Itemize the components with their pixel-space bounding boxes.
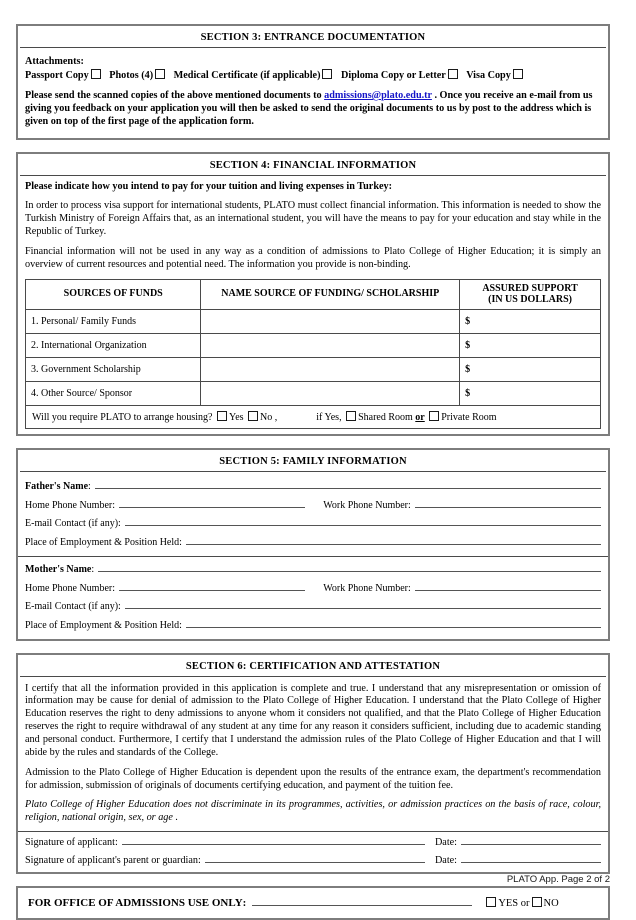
housing-no-label: No ,: [260, 411, 278, 423]
funding-amount-input-1[interactable]: $: [460, 309, 601, 333]
checkbox-photos[interactable]: [155, 69, 165, 79]
funding-amount-input-2[interactable]: $: [460, 333, 601, 357]
attachment-photos: [109, 70, 167, 81]
checkbox-medical-certificate[interactable]: [322, 69, 332, 79]
shared-room-label: Shared Room: [358, 411, 413, 423]
funding-amount-input-3[interactable]: $: [460, 357, 601, 381]
applicant-date-input[interactable]: [461, 837, 601, 845]
applicant-signature-input[interactable]: [122, 837, 425, 845]
mother-employment-row: [25, 619, 601, 631]
funding-sources-table: [25, 279, 601, 406]
column-header-sources-of-funds: SOURCES OF FUNDS: [26, 279, 201, 309]
funding-source-label-3: 3. Government Scholarship: [26, 357, 201, 381]
assured-support-line-2: (IN US DOLLARS): [488, 294, 573, 306]
office-no-label: NO: [543, 897, 559, 909]
section-4-paragraph-2: Financial information will not be used in any way as a condition of admissions to Plato College of Higher Education; it is simply an overview of current resources and potential need. The information you provide is non-binding.: [25, 245, 601, 270]
section-5-body: [18, 472, 608, 639]
office-use-colon: :: [242, 896, 247, 909]
mother-email-label: E-mail Contact (if any):: [25, 601, 121, 613]
office-yes-label: YES: [498, 897, 519, 909]
housing-or-label: or: [415, 411, 425, 423]
section-3-entrance-documentation: [16, 24, 610, 140]
mother-name-colon: :: [91, 564, 95, 576]
father-name-row: [25, 481, 601, 493]
father-home-phone-input[interactable]: [119, 499, 305, 508]
section-4-paragraph-1: In order to process visa support for international students, PLATO must collect financial information. This information is needed to show the Turkish Ministry of Foreign Affairs that, as an international student, you will have the means to pay for your education and stay while in the Republic of Turkey.: [25, 200, 601, 238]
mother-employment-label: Place of Employment & Position Held:: [25, 619, 182, 631]
section-6-certification-attestation: [16, 653, 610, 874]
mother-employment-input[interactable]: [186, 619, 601, 628]
office-use-yes-no: [486, 897, 558, 909]
admissions-email-link[interactable]: admissions@plato.edu.tr: [324, 90, 432, 101]
attachment-medical-certificate: [174, 70, 335, 81]
checkbox-passport-copy[interactable]: [91, 69, 101, 79]
housing-if-yes-label: if Yes,: [316, 411, 342, 423]
applicant-signature-row: [25, 837, 601, 848]
private-room-label: Private Room: [441, 411, 497, 423]
guardian-date-label: Date:: [434, 854, 457, 866]
checkbox-visa-copy[interactable]: [513, 69, 523, 79]
mother-phones-row: [25, 582, 601, 594]
table-row: [26, 309, 601, 333]
father-work-phone-label: Work Phone Number:: [323, 499, 411, 511]
attachment-diploma-copy: [341, 70, 460, 81]
mother-email-input[interactable]: [125, 601, 601, 610]
table-header-row: [26, 279, 601, 309]
section-4-body: [18, 176, 608, 434]
father-email-input[interactable]: [125, 518, 601, 527]
father-information-group: [25, 478, 601, 552]
mother-home-phone-label: Home Phone Number:: [25, 582, 115, 594]
table-row: [26, 381, 601, 405]
family-divider: [18, 556, 608, 557]
table-row: [26, 333, 601, 357]
section-4-lead: Please indicate how you intend to pay for your tuition and living expenses in Turkey:: [25, 180, 392, 192]
checkbox-office-yes[interactable]: [486, 897, 496, 907]
mother-name-row: [25, 564, 601, 576]
signature-divider: [18, 831, 608, 832]
section-4-title: SECTION 4: FINANCIAL INFORMATION: [20, 156, 606, 176]
office-use-label: FOR OFFICE OF ADMISSIONS USE ONLY: [28, 896, 243, 909]
applicant-date-label: Date:: [434, 837, 457, 849]
mother-work-phone-input[interactable]: [415, 582, 601, 591]
attachment-visa-copy: [466, 70, 525, 81]
checkbox-private-room[interactable]: [429, 411, 439, 421]
father-name-input[interactable]: [95, 481, 601, 490]
instruction-text-after: . Once you receive an e-mail from us giving you feedback on your application you will then be asked to send the original documents to us by post to the address which is given on top of the first page of the application form.: [25, 90, 593, 127]
father-email-label: E-mail Contact (if any):: [25, 518, 121, 530]
section-3-instruction: [25, 90, 601, 129]
checkbox-housing-no[interactable]: [248, 411, 258, 421]
mother-name-input[interactable]: [98, 564, 601, 573]
funding-name-input-2[interactable]: [201, 333, 460, 357]
attachment-diploma-copy-label: Diploma Copy or Letter: [341, 70, 446, 81]
housing-question-row: [25, 406, 601, 429]
nondiscrimination-statement: Plato College of Higher Education does not discriminate in its programmes, activities, or admission practices on the basis of race, colour, religion, national origin, sex, or age .: [25, 799, 601, 824]
checkbox-shared-room[interactable]: [346, 411, 356, 421]
section-4-financial-information: [16, 152, 610, 436]
guardian-signature-row: [25, 854, 601, 865]
section-5-title: SECTION 5: FAMILY INFORMATION: [20, 452, 606, 472]
attachment-passport-copy-label: Passport Copy: [25, 70, 89, 81]
page-footer: PLATO App. Page 2 of 2: [506, 874, 610, 885]
section-6-body: [18, 677, 608, 872]
funding-name-input-3[interactable]: [201, 357, 460, 381]
checkbox-diploma-copy[interactable]: [448, 69, 458, 79]
office-use-input[interactable]: [252, 897, 472, 906]
father-name-label: Father's Name: [25, 481, 89, 493]
father-employment-input[interactable]: [186, 536, 601, 545]
father-email-row: [25, 518, 601, 530]
section-6-title: SECTION 6: CERTIFICATION AND ATTESTATION: [20, 657, 606, 677]
certification-paragraph-1: I certify that all the information provided in this application is complete and true. I understand that any misrepresentation or omission of information may be cause for denial of admission to the Plato College of Higher Education. I understand that the Plato College of Higher Education reserves the right to deny admissions to anyone whom it considers not qualified, and that the Plato College of Higher Education reserves the right to require withdrawal of any student at any time for any reason it considers sufficient, including due to academic standing and personal conduct. Furthermore, I certify that I understand the admission rules of the Plato College of Higher Education and that I will abide by the rules and standards of the College.: [25, 682, 601, 758]
document-page: [16, 0, 610, 920]
mother-email-row: [25, 601, 601, 613]
attachments-checkbox-row: [25, 69, 601, 81]
funding-amount-input-4[interactable]: $: [460, 381, 601, 405]
section-3-title: SECTION 3: ENTRANCE DOCUMENTATION: [20, 28, 606, 48]
table-row: [26, 357, 601, 381]
section-3-body: [18, 48, 608, 138]
attachment-photos-label: Photos (4): [109, 70, 154, 81]
funding-name-input-1[interactable]: [201, 309, 460, 333]
funding-source-label-4: 4. Other Source/ Sponsor: [26, 381, 201, 405]
mother-work-phone-label: Work Phone Number:: [323, 582, 411, 594]
attachment-medical-certificate-label: Medical Certificate (if applicable): [173, 70, 321, 81]
office-or-label: or: [520, 897, 530, 909]
office-use-only-box: [16, 886, 610, 920]
funding-source-label-2: 2. International Organization: [26, 333, 201, 357]
funding-name-input-4[interactable]: [201, 381, 460, 405]
father-home-phone-label: Home Phone Number:: [25, 499, 115, 511]
guardian-date-input[interactable]: [461, 854, 601, 862]
instruction-text-before: Please send the scanned copies of the above mentioned documents to: [25, 90, 325, 101]
guardian-signature-label: Signature of applicant's parent or guardian:: [25, 854, 201, 866]
certification-paragraph-2: Admission to the Plato College of Higher Education is dependent upon the results of the entrance exam, the department's recommendation for admission, submission of originals of documents certifying education, and payment of the tuition fee.: [25, 766, 601, 791]
attachment-passport-copy: [25, 70, 103, 81]
applicant-signature-label: Signature of applicant:: [25, 837, 118, 849]
guardian-signature-input[interactable]: [205, 854, 425, 862]
father-name-colon: :: [88, 481, 91, 493]
father-employment-row: [25, 536, 601, 548]
funding-source-label-1: 1. Personal/ Family Funds: [26, 309, 201, 333]
column-header-assured-support: [460, 279, 601, 309]
housing-question-label: Will you require PLATO to arrange housing?: [32, 411, 213, 423]
mother-name-label: Mother's Name: [25, 564, 92, 576]
father-employment-label: Place of Employment & Position Held:: [25, 536, 182, 548]
section-5-family-information: [16, 448, 610, 641]
housing-yes-label: Yes: [228, 411, 244, 423]
checkbox-office-no[interactable]: [532, 897, 542, 907]
mother-home-phone-input[interactable]: [119, 582, 305, 591]
mother-information-group: [25, 561, 601, 635]
attachment-visa-copy-label: Visa Copy: [466, 70, 511, 81]
attachments-label: Attachments:: [25, 56, 84, 67]
father-phones-row: [25, 499, 601, 511]
column-header-name-source: NAME SOURCE OF FUNDING/ SCHOLARSHIP: [201, 279, 460, 309]
assured-support-line-1: ASSURED SUPPORT: [482, 282, 578, 294]
father-work-phone-input[interactable]: [415, 499, 601, 508]
checkbox-housing-yes[interactable]: [217, 411, 227, 421]
